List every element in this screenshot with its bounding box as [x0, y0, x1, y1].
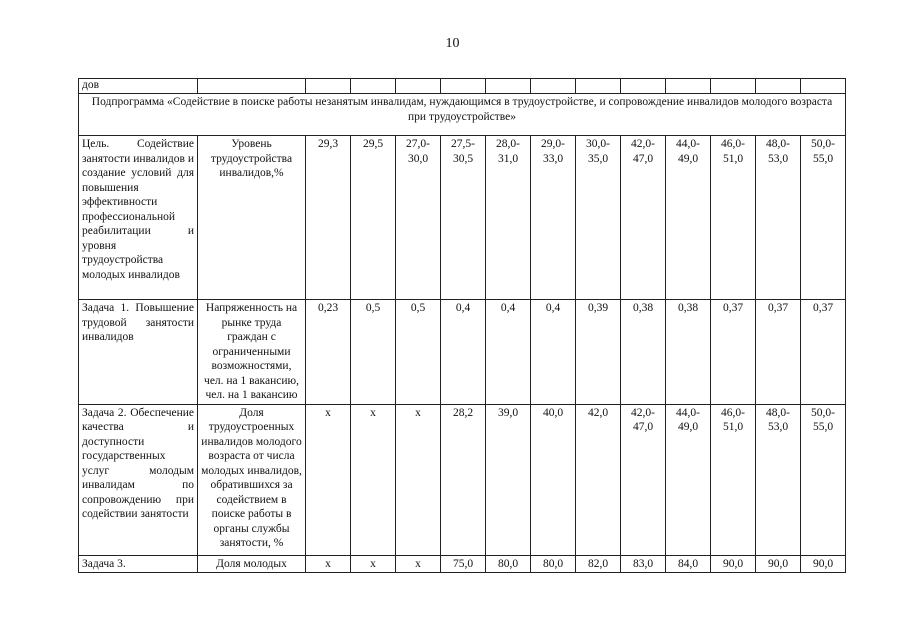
value-cell: 83,0	[621, 555, 666, 573]
value-cell: 46,0- 51,0	[711, 136, 756, 300]
value-cell: 28,2	[441, 404, 486, 555]
indicator-cell: Доля молодых	[198, 555, 306, 573]
value-cell: 30,0- 35,0	[576, 136, 621, 300]
value-cell: 42,0	[576, 404, 621, 555]
indicators-table	[78, 78, 846, 573]
row-name-cell: Задача 3.	[79, 555, 198, 573]
value-cell: 28,0- 31,0	[486, 136, 531, 300]
value-cell: х	[306, 404, 351, 555]
value-cell: 0,5	[396, 300, 441, 405]
value-cell: х	[396, 555, 441, 573]
value-cell: 0,4	[441, 300, 486, 405]
row-name-cell: Задача 2. Обеспечение качества и доступности государственных услуг молодым инвалидам по сопровождению при содействии занятости	[79, 404, 198, 555]
value-cell: 82,0	[576, 555, 621, 573]
indicator-cell: Доля трудоустроенных инвалидов молодого возраста от числа молодых инвалидов, обратившихся за содействием в поиске работы в органы службы занятости, %	[198, 404, 306, 555]
value-cell: 29,0- 33,0	[531, 136, 576, 300]
value-cell: 75,0	[441, 555, 486, 573]
indicator-cell: Уровень трудоустройства инвалидов,%	[198, 136, 306, 300]
value-cell: 46,0- 51,0	[711, 404, 756, 555]
row-name-cell: Цель. Содействие занятости инвалидов и создание условий для повышения эффективности профессиональной реабилитации и уровня трудоустройства молодых инвалидов	[79, 136, 198, 300]
subprogram-title: Подпрограмма «Содействие в поиске работы незанятым инвалидам, нуждающимся в трудоустройстве, и сопровождение инвалидов молодого возраста при трудоустройстве»	[79, 94, 846, 136]
value-cell: 0,4	[486, 300, 531, 405]
value-cell: 90,0	[711, 555, 756, 573]
table-row-subprogram	[79, 94, 846, 136]
value-cell: 50,0- 55,0	[801, 136, 846, 300]
value-cell: х	[351, 404, 396, 555]
value-cell: 27,5- 30,5	[441, 136, 486, 300]
row-name-cell: Задача 1. Повышение трудовой занятости инвалидов	[79, 300, 198, 405]
table-row	[79, 136, 846, 300]
value-cell: 0,37	[756, 300, 801, 405]
value-cell: 40,0	[531, 404, 576, 555]
value-cell: 90,0	[756, 555, 801, 573]
value-cell: х	[351, 555, 396, 573]
value-cell: 29,5	[351, 136, 396, 300]
value-cell: 0,4	[531, 300, 576, 405]
value-cell: х	[396, 404, 441, 555]
value-cell: 80,0	[486, 555, 531, 573]
table-row	[79, 300, 846, 405]
value-cell: 44,0- 49,0	[666, 404, 711, 555]
value-cell: 50,0- 55,0	[801, 404, 846, 555]
table-row	[79, 404, 846, 555]
table-row-continuation	[79, 79, 846, 94]
value-cell: 80,0	[531, 555, 576, 573]
value-cell: 48,0- 53,0	[756, 404, 801, 555]
value-cell: 42,0- 47,0	[621, 136, 666, 300]
value-cell: 0,37	[711, 300, 756, 405]
value-cell: 27,0- 30,0	[396, 136, 441, 300]
value-cell: 90,0	[801, 555, 846, 573]
value-cell: 0,38	[621, 300, 666, 405]
value-cell: 0,38	[666, 300, 711, 405]
value-cell: 44,0- 49,0	[666, 136, 711, 300]
value-cell: 84,0	[666, 555, 711, 573]
value-cell: 42,0- 47,0	[621, 404, 666, 555]
value-cell: 0,23	[306, 300, 351, 405]
value-cell: 48,0- 53,0	[756, 136, 801, 300]
value-cell: 29,3	[306, 136, 351, 300]
page-number: 10	[445, 36, 460, 51]
indicator-cell: Напряженность на рынке труда граждан с ограниченными возможностями, чел. на 1 вакансию, чел. на 1 вакансию	[198, 300, 306, 405]
value-cell: 0,37	[801, 300, 846, 405]
value-cell: х	[306, 555, 351, 573]
value-cell: 39,0	[486, 404, 531, 555]
value-cell: 0,5	[351, 300, 396, 405]
cell-continuation-text: дов	[79, 79, 198, 94]
value-cell: 0,39	[576, 300, 621, 405]
table-row	[79, 555, 846, 573]
